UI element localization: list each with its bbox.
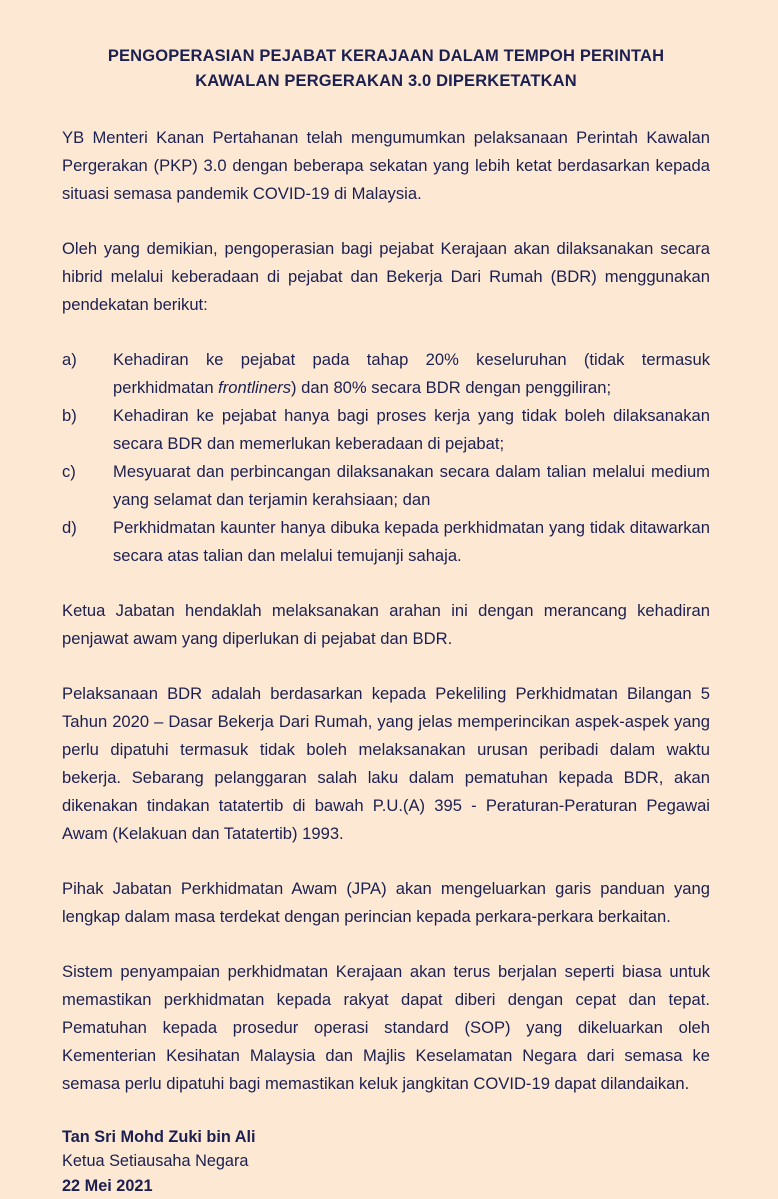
list-item-text-after: ) dan 80% secara BDR dengan penggiliran; <box>291 378 612 397</box>
paragraph-jpa: Pihak Jabatan Perkhidmatan Awam (JPA) akan mengeluarkan garis panduan yang lengkap dalam masa terdekat dengan perincian kepada perkara-perkara berkaitan. <box>62 879 710 926</box>
signature-date: 22 Mei 2021 <box>62 1177 153 1195</box>
page-title-line-2: KAWALAN PERGERAKAN 3.0 DIPERKETATKAN <box>195 72 577 90</box>
list-item-emphasis: frontliners <box>218 378 292 397</box>
paragraph-sistem-penyampaian: Sistem penyampaian perkhidmatan Kerajaan akan terus berjalan seperti biasa untuk memastikan perkhidmatan kepada rakyat dapat diberi dengan cepat dan tepat. Pematuhan kepada prosedur operasi standard (SOP) yang dikeluarkan oleh Kementerian Kesihatan Malaysia dan Majlis Keselamatan Negara dari semasa ke semasa perlu dipatuhi bagi memastikan keluk jangkitan COVID-19 dapat dilandaikan. <box>62 962 710 1093</box>
page-title <box>62 44 710 94</box>
list-item-text-before: Kehadiran ke pejabat pada tahap 20% keseluruhan (tidak termasuk perkhidmatan <box>113 350 710 397</box>
list-marker: b) <box>62 406 77 425</box>
list-item <box>62 514 710 570</box>
list-item <box>62 346 710 402</box>
signature-block <box>62 1125 710 1199</box>
list-item <box>62 402 710 458</box>
signatory-role: Ketua Setiausaha Negara <box>62 1152 249 1170</box>
list-item-text-before: Mesyuarat dan perbincangan dilaksanakan secara dalam talian melalui medium yang selamat dan terjamin kerahsiaan; dan <box>113 462 710 509</box>
list-marker: d) <box>62 518 77 537</box>
list-marker: c) <box>62 462 76 481</box>
paragraph-pekeliling: Pelaksanaan BDR adalah berdasarkan kepada Pekeliling Perkhidmatan Bilangan 5 Tahun 2020 – Dasar Bekerja Dari Rumah, yang jelas memperincikan aspek-aspek yang perlu dipatuhi termasuk tidak boleh melaksanakan urusan peribadi dalam waktu bekerja. Sebarang pelanggaran salah laku dalam pematuhan kepada BDR, akan dikenakan tindakan tatatertib di bawah P.U.(A) 395 - Peraturan-Peraturan Pegawai Awam (Kelakuan dan Tatatertib) 1993. <box>62 684 710 843</box>
list-item <box>62 458 710 514</box>
paragraph-ketua-jabatan: Ketua Jabatan hendaklah melaksanakan arahan ini dengan merancang kehadiran penjawat awam yang diperlukan di pejabat dan BDR. <box>62 601 710 648</box>
list-item-text-before: Perkhidmatan kaunter hanya dibuka kepada perkhidmatan yang tidak ditawarkan secara atas talian dan melalui temujanji sahaja. <box>113 518 710 565</box>
paragraph-hybrid-approach: Oleh yang demikian, pengoperasian bagi pejabat Kerajaan akan dilaksanakan secara hibrid melalui keberadaan di pejabat dan Bekerja Dari Rumah (BDR) menggunakan pendekatan berikut: <box>62 239 710 314</box>
list-marker: a) <box>62 350 77 369</box>
list-item-text-before: Kehadiran ke pejabat hanya bagi proses kerja yang tidak boleh dilaksanakan secara BDR dan memerlukan keberadaan di pejabat; <box>113 406 710 453</box>
paragraph-intro: YB Menteri Kanan Pertahanan telah mengumumkan pelaksanaan Perintah Kawalan Pergerakan (PKP) 3.0 dengan beberapa sekatan yang lebih ketat berdasarkan kepada situasi semasa pandemik COVID-19 di Malaysia. <box>62 128 710 203</box>
signatory-name: Tan Sri Mohd Zuki bin Ali <box>62 1128 256 1146</box>
page-title-line-1: PENGOPERASIAN PEJABAT KERAJAAN DALAM TEMPOH PERINTAH <box>107 47 665 65</box>
approach-list <box>62 346 710 570</box>
